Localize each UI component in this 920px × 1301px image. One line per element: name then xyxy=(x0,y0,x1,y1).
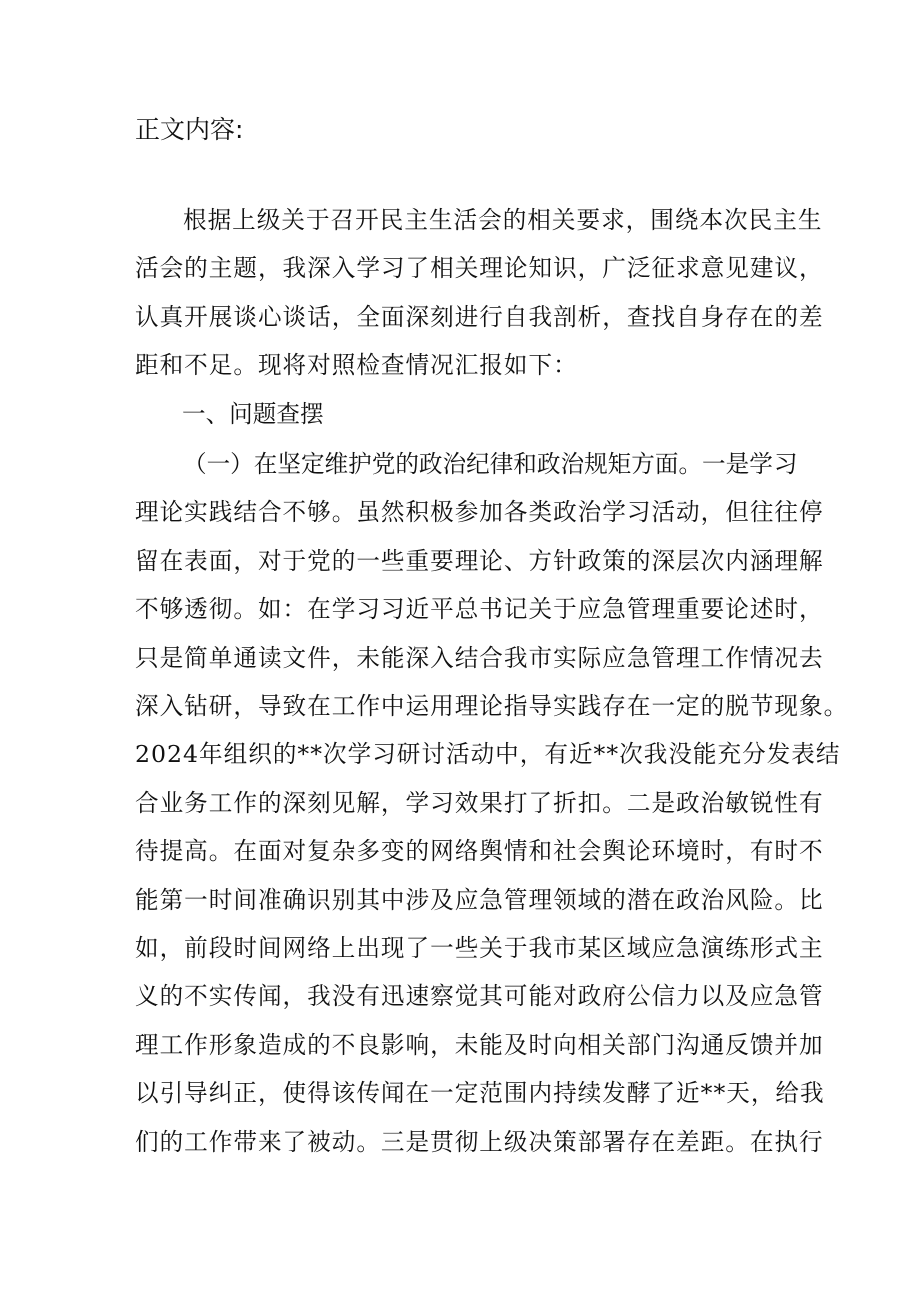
intro-line: 认真开展谈心谈话，全面深刻进行自我剖析，查找自身存在的差 xyxy=(135,302,824,331)
body-line: 如，前段时间网络上出现了一些关于我市某区域应急演练形式主 xyxy=(135,934,824,963)
body-line: 待提高。在面对复杂多变的网络舆情和社会舆论环境时，有时不 xyxy=(135,837,824,866)
intro-line: 活会的主题，我深入学习了相关理论知识，广泛征求意见建议， xyxy=(135,254,824,283)
subsection-heading: （一）在坚定维护党的政治纪律和政治规矩方面。一是 xyxy=(183,450,750,478)
body-line: 以引导纠正，使得该传闻在一定范围内持续发酵了近**天，给我 xyxy=(135,1079,825,1108)
content-label: 正文内容: xyxy=(135,115,244,144)
body-line: 深入钻研，导致在工作中运用理论指导实践存在一定的脱节现象。 xyxy=(135,692,849,721)
body-line: 2024年组织的**次学习研讨活动中，有近**次我没能充分发表结 xyxy=(135,740,841,769)
body-line: 理论实践结合不够。虽然积极参加各类政治学习活动，但往往停 xyxy=(135,498,824,527)
body-line: 们的工作带来了被动。三是贯彻上级决策部署存在差距。在执行 xyxy=(135,1127,824,1156)
body-line: 不够透彻。如：在学习习近平总书记关于应急管理重要论述时， xyxy=(135,595,824,624)
subsection-paragraph xyxy=(135,440,849,1166)
body-line: 理工作形象造成的不良影响，未能及时向相关部门沟通反馈并加 xyxy=(135,1030,824,1059)
body-line: 合业务工作的深刻见解，学习效果打了折扣。二是政治敏锐性有 xyxy=(135,788,824,817)
subsection-first-line xyxy=(135,440,799,488)
body-line: 只是简单通读文件，未能深入结合我市实际应急管理工作情况去 xyxy=(135,643,824,672)
body-line: 能第一时间准确识别其中涉及应急管理领域的潜在政治风险。比 xyxy=(135,885,824,914)
body-line: 留在表面，对于党的一些重要理论、方针政策的深层次内涵理解 xyxy=(135,546,824,575)
subsection-first-tail: 学习 xyxy=(749,450,799,478)
intro-paragraph xyxy=(135,196,824,390)
intro-line: 根据上级关于召开民主生活会的相关要求，围绕本次民主生 xyxy=(183,206,823,234)
intro-line: 距和不足。现将对照检查情况汇报如下： xyxy=(135,351,578,380)
section-title: 一、问题查摆 xyxy=(182,400,324,428)
body-line: 义的不实传闻，我没有迅速察觉其可能对政府公信力以及应急管 xyxy=(135,982,824,1011)
